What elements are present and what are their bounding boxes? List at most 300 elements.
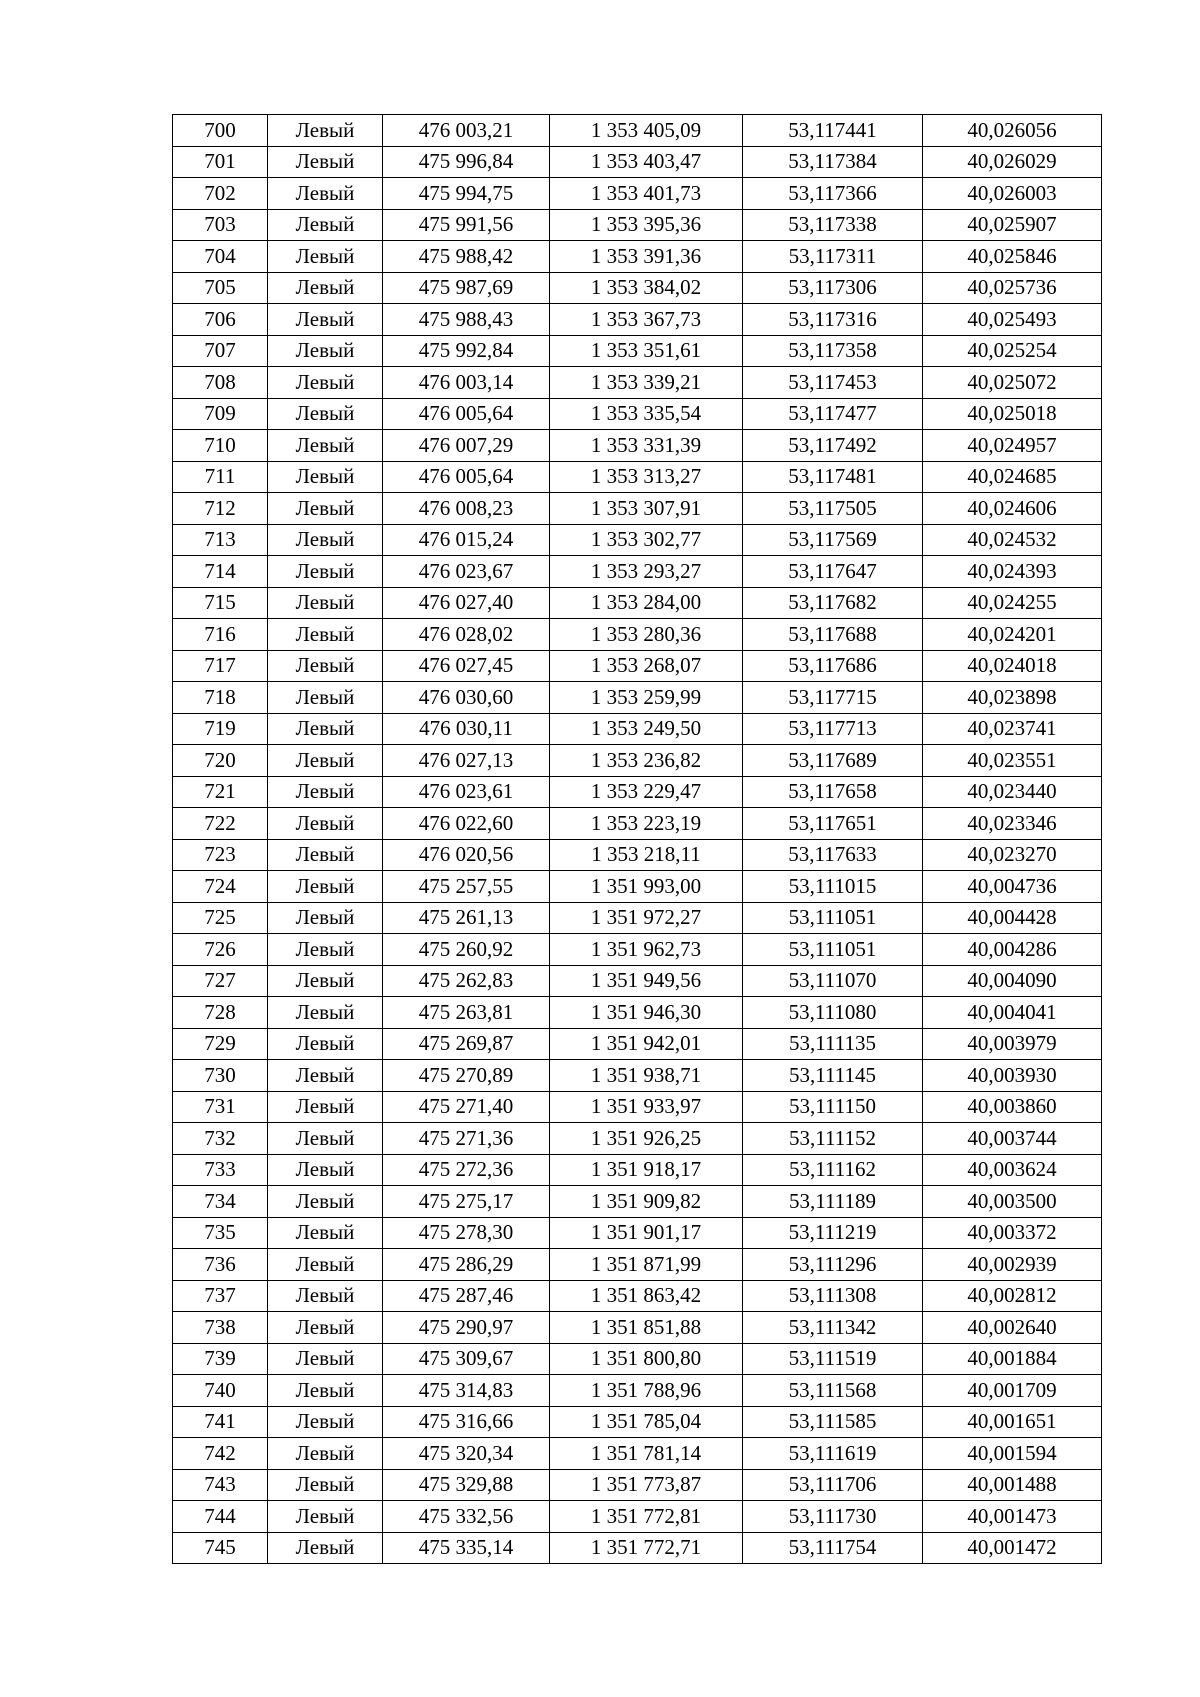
table-row — [173, 430, 1102, 462]
point-number-cell: 704 — [173, 241, 268, 273]
longitude-cell: 40,001488 — [923, 1469, 1102, 1501]
longitude-cell: 40,026003 — [923, 178, 1102, 210]
table-row — [173, 524, 1102, 556]
point-number-cell: 739 — [173, 1343, 268, 1375]
y-coordinate-cell: 1 353 405,09 — [550, 115, 743, 147]
x-coordinate-cell: 476 020,56 — [383, 839, 550, 871]
table-row — [173, 1217, 1102, 1249]
x-coordinate-cell: 476 028,02 — [383, 619, 550, 651]
point-number-cell: 741 — [173, 1406, 268, 1438]
point-number-cell: 711 — [173, 461, 268, 493]
longitude-cell: 40,001709 — [923, 1375, 1102, 1407]
x-coordinate-cell: 476 022,60 — [383, 808, 550, 840]
point-number-cell: 709 — [173, 398, 268, 430]
y-coordinate-cell: 1 351 851,88 — [550, 1312, 743, 1344]
side-cell: Левый — [268, 461, 383, 493]
y-coordinate-cell: 1 353 307,91 — [550, 493, 743, 525]
point-number-cell: 740 — [173, 1375, 268, 1407]
table-row — [173, 1438, 1102, 1470]
table-row — [173, 1154, 1102, 1186]
longitude-cell: 40,026056 — [923, 115, 1102, 147]
side-cell: Левый — [268, 115, 383, 147]
table-row — [173, 1312, 1102, 1344]
longitude-cell: 40,025907 — [923, 209, 1102, 241]
side-cell: Левый — [268, 650, 383, 682]
point-number-cell: 718 — [173, 682, 268, 714]
side-cell: Левый — [268, 587, 383, 619]
point-number-cell: 714 — [173, 556, 268, 588]
latitude-cell: 53,117569 — [743, 524, 923, 556]
table-row — [173, 178, 1102, 210]
point-number-cell: 722 — [173, 808, 268, 840]
longitude-cell: 40,003372 — [923, 1217, 1102, 1249]
y-coordinate-cell: 1 353 268,07 — [550, 650, 743, 682]
y-coordinate-cell: 1 351 772,71 — [550, 1532, 743, 1564]
y-coordinate-cell: 1 353 218,11 — [550, 839, 743, 871]
point-number-cell: 720 — [173, 745, 268, 777]
x-coordinate-cell: 476 005,64 — [383, 398, 550, 430]
table-row — [173, 1028, 1102, 1060]
point-number-cell: 745 — [173, 1532, 268, 1564]
latitude-cell: 53,111342 — [743, 1312, 923, 1344]
latitude-cell: 53,117316 — [743, 304, 923, 336]
side-cell: Левый — [268, 1186, 383, 1218]
latitude-cell: 53,117689 — [743, 745, 923, 777]
longitude-cell: 40,024532 — [923, 524, 1102, 556]
table-row — [173, 1123, 1102, 1155]
y-coordinate-cell: 1 351 946,30 — [550, 997, 743, 1029]
point-number-cell: 721 — [173, 776, 268, 808]
longitude-cell: 40,001594 — [923, 1438, 1102, 1470]
y-coordinate-cell: 1 351 901,17 — [550, 1217, 743, 1249]
point-number-cell: 715 — [173, 587, 268, 619]
longitude-cell: 40,004041 — [923, 997, 1102, 1029]
point-number-cell: 744 — [173, 1501, 268, 1533]
x-coordinate-cell: 475 329,88 — [383, 1469, 550, 1501]
side-cell: Левый — [268, 367, 383, 399]
point-number-cell: 734 — [173, 1186, 268, 1218]
longitude-cell: 40,024201 — [923, 619, 1102, 651]
longitude-cell: 40,023551 — [923, 745, 1102, 777]
x-coordinate-cell: 475 286,29 — [383, 1249, 550, 1281]
x-coordinate-cell: 475 309,67 — [383, 1343, 550, 1375]
table-row — [173, 272, 1102, 304]
side-cell: Левый — [268, 871, 383, 903]
longitude-cell: 40,003744 — [923, 1123, 1102, 1155]
longitude-cell: 40,024957 — [923, 430, 1102, 462]
table-row — [173, 556, 1102, 588]
latitude-cell: 53,111051 — [743, 902, 923, 934]
side-cell: Левый — [268, 304, 383, 336]
point-number-cell: 728 — [173, 997, 268, 1029]
table-row — [173, 461, 1102, 493]
table-row — [173, 713, 1102, 745]
y-coordinate-cell: 1 353 401,73 — [550, 178, 743, 210]
latitude-cell: 53,111619 — [743, 1438, 923, 1470]
x-coordinate-cell: 475 992,84 — [383, 335, 550, 367]
latitude-cell: 53,111150 — [743, 1091, 923, 1123]
latitude-cell: 53,117505 — [743, 493, 923, 525]
x-coordinate-cell: 475 272,36 — [383, 1154, 550, 1186]
side-cell: Левый — [268, 1343, 383, 1375]
y-coordinate-cell: 1 351 949,56 — [550, 965, 743, 997]
y-coordinate-cell: 1 353 229,47 — [550, 776, 743, 808]
y-coordinate-cell: 1 353 280,36 — [550, 619, 743, 651]
latitude-cell: 53,117713 — [743, 713, 923, 745]
longitude-cell: 40,001472 — [923, 1532, 1102, 1564]
table-row — [173, 839, 1102, 871]
latitude-cell: 53,117686 — [743, 650, 923, 682]
y-coordinate-cell: 1 351 785,04 — [550, 1406, 743, 1438]
latitude-cell: 53,111051 — [743, 934, 923, 966]
latitude-cell: 53,117306 — [743, 272, 923, 304]
y-coordinate-cell: 1 351 972,27 — [550, 902, 743, 934]
latitude-cell: 53,111754 — [743, 1532, 923, 1564]
table-row — [173, 682, 1102, 714]
table-row — [173, 241, 1102, 273]
side-cell: Левый — [268, 1280, 383, 1312]
y-coordinate-cell: 1 351 871,99 — [550, 1249, 743, 1281]
y-coordinate-cell: 1 351 863,42 — [550, 1280, 743, 1312]
x-coordinate-cell: 475 316,66 — [383, 1406, 550, 1438]
x-coordinate-cell: 476 015,24 — [383, 524, 550, 556]
latitude-cell: 53,111162 — [743, 1154, 923, 1186]
x-coordinate-cell: 475 269,87 — [383, 1028, 550, 1060]
side-cell: Левый — [268, 1249, 383, 1281]
longitude-cell: 40,024255 — [923, 587, 1102, 619]
point-number-cell: 727 — [173, 965, 268, 997]
x-coordinate-cell: 476 027,13 — [383, 745, 550, 777]
x-coordinate-cell: 476 005,64 — [383, 461, 550, 493]
longitude-cell: 40,026029 — [923, 146, 1102, 178]
point-number-cell: 710 — [173, 430, 268, 462]
x-coordinate-cell: 476 027,40 — [383, 587, 550, 619]
table-row — [173, 871, 1102, 903]
y-coordinate-cell: 1 351 788,96 — [550, 1375, 743, 1407]
point-number-cell: 732 — [173, 1123, 268, 1155]
point-number-cell: 733 — [173, 1154, 268, 1186]
longitude-cell: 40,025846 — [923, 241, 1102, 273]
table-row — [173, 997, 1102, 1029]
y-coordinate-cell: 1 353 249,50 — [550, 713, 743, 745]
longitude-cell: 40,004286 — [923, 934, 1102, 966]
point-number-cell: 730 — [173, 1060, 268, 1092]
longitude-cell: 40,023440 — [923, 776, 1102, 808]
longitude-cell: 40,025254 — [923, 335, 1102, 367]
x-coordinate-cell: 475 278,30 — [383, 1217, 550, 1249]
point-number-cell: 737 — [173, 1280, 268, 1312]
longitude-cell: 40,023898 — [923, 682, 1102, 714]
latitude-cell: 53,111135 — [743, 1028, 923, 1060]
side-cell: Левый — [268, 1375, 383, 1407]
y-coordinate-cell: 1 353 284,00 — [550, 587, 743, 619]
side-cell: Левый — [268, 808, 383, 840]
latitude-cell: 53,117688 — [743, 619, 923, 651]
latitude-cell: 53,117311 — [743, 241, 923, 273]
table-row — [173, 1280, 1102, 1312]
longitude-cell: 40,004090 — [923, 965, 1102, 997]
point-number-cell: 742 — [173, 1438, 268, 1470]
longitude-cell: 40,003500 — [923, 1186, 1102, 1218]
point-number-cell: 738 — [173, 1312, 268, 1344]
x-coordinate-cell: 475 271,36 — [383, 1123, 550, 1155]
side-cell: Левый — [268, 241, 383, 273]
y-coordinate-cell: 1 353 313,27 — [550, 461, 743, 493]
longitude-cell: 40,025736 — [923, 272, 1102, 304]
side-cell: Левый — [268, 997, 383, 1029]
side-cell: Левый — [268, 1501, 383, 1533]
longitude-cell: 40,003930 — [923, 1060, 1102, 1092]
x-coordinate-cell: 476 003,14 — [383, 367, 550, 399]
side-cell: Левый — [268, 1028, 383, 1060]
y-coordinate-cell: 1 351 926,25 — [550, 1123, 743, 1155]
latitude-cell: 53,111189 — [743, 1186, 923, 1218]
latitude-cell: 53,111585 — [743, 1406, 923, 1438]
y-coordinate-cell: 1 353 367,73 — [550, 304, 743, 336]
point-number-cell: 707 — [173, 335, 268, 367]
table-row — [173, 1501, 1102, 1533]
table-row — [173, 1060, 1102, 1092]
x-coordinate-cell: 476 007,29 — [383, 430, 550, 462]
point-number-cell: 719 — [173, 713, 268, 745]
latitude-cell: 53,111015 — [743, 871, 923, 903]
table-row — [173, 146, 1102, 178]
longitude-cell: 40,024018 — [923, 650, 1102, 682]
latitude-cell: 53,111568 — [743, 1375, 923, 1407]
longitude-cell: 40,025018 — [923, 398, 1102, 430]
longitude-cell: 40,025493 — [923, 304, 1102, 336]
latitude-cell: 53,111730 — [743, 1501, 923, 1533]
longitude-cell: 40,001651 — [923, 1406, 1102, 1438]
side-cell: Левый — [268, 965, 383, 997]
side-cell: Левый — [268, 1312, 383, 1344]
longitude-cell: 40,024393 — [923, 556, 1102, 588]
latitude-cell: 53,117481 — [743, 461, 923, 493]
x-coordinate-cell: 475 332,56 — [383, 1501, 550, 1533]
latitude-cell: 53,117366 — [743, 178, 923, 210]
point-number-cell: 703 — [173, 209, 268, 241]
side-cell: Левый — [268, 902, 383, 934]
x-coordinate-cell: 475 991,56 — [383, 209, 550, 241]
y-coordinate-cell: 1 351 772,81 — [550, 1501, 743, 1533]
point-number-cell: 712 — [173, 493, 268, 525]
table-row — [173, 1532, 1102, 1564]
point-number-cell: 705 — [173, 272, 268, 304]
longitude-cell: 40,025072 — [923, 367, 1102, 399]
y-coordinate-cell: 1 351 773,87 — [550, 1469, 743, 1501]
latitude-cell: 53,117647 — [743, 556, 923, 588]
side-cell: Левый — [268, 619, 383, 651]
table-row — [173, 587, 1102, 619]
x-coordinate-cell: 475 262,83 — [383, 965, 550, 997]
table-row — [173, 1091, 1102, 1123]
table-row — [173, 115, 1102, 147]
x-coordinate-cell: 475 263,81 — [383, 997, 550, 1029]
table-row — [173, 745, 1102, 777]
side-cell: Левый — [268, 209, 383, 241]
longitude-cell: 40,001473 — [923, 1501, 1102, 1533]
latitude-cell: 53,117658 — [743, 776, 923, 808]
table-row — [173, 1469, 1102, 1501]
point-number-cell: 717 — [173, 650, 268, 682]
x-coordinate-cell: 475 335,14 — [383, 1532, 550, 1564]
side-cell: Левый — [268, 934, 383, 966]
latitude-cell: 53,117492 — [743, 430, 923, 462]
side-cell: Левый — [268, 493, 383, 525]
table-row — [173, 209, 1102, 241]
side-cell: Левый — [268, 839, 383, 871]
table-row — [173, 1406, 1102, 1438]
longitude-cell: 40,024685 — [923, 461, 1102, 493]
point-number-cell: 735 — [173, 1217, 268, 1249]
side-cell: Левый — [268, 398, 383, 430]
x-coordinate-cell: 475 271,40 — [383, 1091, 550, 1123]
x-coordinate-cell: 475 260,92 — [383, 934, 550, 966]
x-coordinate-cell: 476 023,61 — [383, 776, 550, 808]
side-cell: Левый — [268, 1532, 383, 1564]
x-coordinate-cell: 475 994,75 — [383, 178, 550, 210]
side-cell: Левый — [268, 1154, 383, 1186]
x-coordinate-cell: 475 261,13 — [383, 902, 550, 934]
y-coordinate-cell: 1 353 223,19 — [550, 808, 743, 840]
point-number-cell: 729 — [173, 1028, 268, 1060]
y-coordinate-cell: 1 351 781,14 — [550, 1438, 743, 1470]
point-number-cell: 723 — [173, 839, 268, 871]
latitude-cell: 53,111308 — [743, 1280, 923, 1312]
side-cell: Левый — [268, 556, 383, 588]
y-coordinate-cell: 1 353 351,61 — [550, 335, 743, 367]
table-row — [173, 367, 1102, 399]
y-coordinate-cell: 1 353 335,54 — [550, 398, 743, 430]
y-coordinate-cell: 1 353 293,27 — [550, 556, 743, 588]
point-number-cell: 743 — [173, 1469, 268, 1501]
latitude-cell: 53,111152 — [743, 1123, 923, 1155]
x-coordinate-cell: 475 275,17 — [383, 1186, 550, 1218]
point-number-cell: 700 — [173, 115, 268, 147]
y-coordinate-cell: 1 353 339,21 — [550, 367, 743, 399]
side-cell: Левый — [268, 146, 383, 178]
x-coordinate-cell: 476 008,23 — [383, 493, 550, 525]
latitude-cell: 53,111519 — [743, 1343, 923, 1375]
x-coordinate-cell: 475 257,55 — [383, 871, 550, 903]
latitude-cell: 53,111080 — [743, 997, 923, 1029]
latitude-cell: 53,117384 — [743, 146, 923, 178]
table-row — [173, 776, 1102, 808]
point-number-cell: 713 — [173, 524, 268, 556]
y-coordinate-cell: 1 351 938,71 — [550, 1060, 743, 1092]
latitude-cell: 53,117633 — [743, 839, 923, 871]
longitude-cell: 40,004736 — [923, 871, 1102, 903]
x-coordinate-cell: 476 003,21 — [383, 115, 550, 147]
table-row — [173, 304, 1102, 336]
longitude-cell: 40,002939 — [923, 1249, 1102, 1281]
x-coordinate-cell: 475 988,43 — [383, 304, 550, 336]
side-cell: Левый — [268, 713, 383, 745]
table-row — [173, 1249, 1102, 1281]
longitude-cell: 40,023270 — [923, 839, 1102, 871]
side-cell: Левый — [268, 430, 383, 462]
table-row — [173, 934, 1102, 966]
y-coordinate-cell: 1 351 942,01 — [550, 1028, 743, 1060]
latitude-cell: 53,111070 — [743, 965, 923, 997]
x-coordinate-cell: 476 027,45 — [383, 650, 550, 682]
side-cell: Левый — [268, 335, 383, 367]
point-number-cell: 726 — [173, 934, 268, 966]
table-row — [173, 619, 1102, 651]
x-coordinate-cell: 475 987,69 — [383, 272, 550, 304]
table-row — [173, 335, 1102, 367]
table-row — [173, 493, 1102, 525]
table-row — [173, 1375, 1102, 1407]
x-coordinate-cell: 475 314,83 — [383, 1375, 550, 1407]
latitude-cell: 53,117338 — [743, 209, 923, 241]
x-coordinate-cell: 475 287,46 — [383, 1280, 550, 1312]
x-coordinate-cell: 475 290,97 — [383, 1312, 550, 1344]
longitude-cell: 40,003979 — [923, 1028, 1102, 1060]
table-row — [173, 650, 1102, 682]
side-cell: Левый — [268, 1091, 383, 1123]
longitude-cell: 40,002812 — [923, 1280, 1102, 1312]
side-cell: Левый — [268, 1406, 383, 1438]
y-coordinate-cell: 1 351 993,00 — [550, 871, 743, 903]
side-cell: Левый — [268, 745, 383, 777]
x-coordinate-cell: 475 320,34 — [383, 1438, 550, 1470]
y-coordinate-cell: 1 353 403,47 — [550, 146, 743, 178]
point-number-cell: 702 — [173, 178, 268, 210]
longitude-cell: 40,003860 — [923, 1091, 1102, 1123]
point-number-cell: 716 — [173, 619, 268, 651]
latitude-cell: 53,117358 — [743, 335, 923, 367]
longitude-cell: 40,023741 — [923, 713, 1102, 745]
y-coordinate-cell: 1 353 395,36 — [550, 209, 743, 241]
side-cell: Левый — [268, 682, 383, 714]
latitude-cell: 53,117453 — [743, 367, 923, 399]
table-row — [173, 965, 1102, 997]
latitude-cell: 53,117651 — [743, 808, 923, 840]
table-row — [173, 1186, 1102, 1218]
table-row — [173, 808, 1102, 840]
x-coordinate-cell: 476 030,11 — [383, 713, 550, 745]
latitude-cell: 53,117441 — [743, 115, 923, 147]
table-row — [173, 902, 1102, 934]
y-coordinate-cell: 1 353 302,77 — [550, 524, 743, 556]
point-number-cell: 736 — [173, 1249, 268, 1281]
point-number-cell: 701 — [173, 146, 268, 178]
longitude-cell: 40,003624 — [923, 1154, 1102, 1186]
x-coordinate-cell: 475 270,89 — [383, 1060, 550, 1092]
table-row — [173, 1343, 1102, 1375]
side-cell: Левый — [268, 1438, 383, 1470]
y-coordinate-cell: 1 353 331,39 — [550, 430, 743, 462]
latitude-cell: 53,117682 — [743, 587, 923, 619]
side-cell: Левый — [268, 178, 383, 210]
coordinates-table — [172, 114, 1102, 1564]
y-coordinate-cell: 1 351 962,73 — [550, 934, 743, 966]
side-cell: Левый — [268, 1123, 383, 1155]
side-cell: Левый — [268, 524, 383, 556]
y-coordinate-cell: 1 351 800,80 — [550, 1343, 743, 1375]
latitude-cell: 53,111706 — [743, 1469, 923, 1501]
side-cell: Левый — [268, 1469, 383, 1501]
y-coordinate-cell: 1 353 236,82 — [550, 745, 743, 777]
point-number-cell: 708 — [173, 367, 268, 399]
y-coordinate-cell: 1 351 918,17 — [550, 1154, 743, 1186]
x-coordinate-cell: 475 996,84 — [383, 146, 550, 178]
side-cell: Левый — [268, 1217, 383, 1249]
latitude-cell: 53,117715 — [743, 682, 923, 714]
longitude-cell: 40,002640 — [923, 1312, 1102, 1344]
coordinates-table-body — [173, 115, 1102, 1564]
